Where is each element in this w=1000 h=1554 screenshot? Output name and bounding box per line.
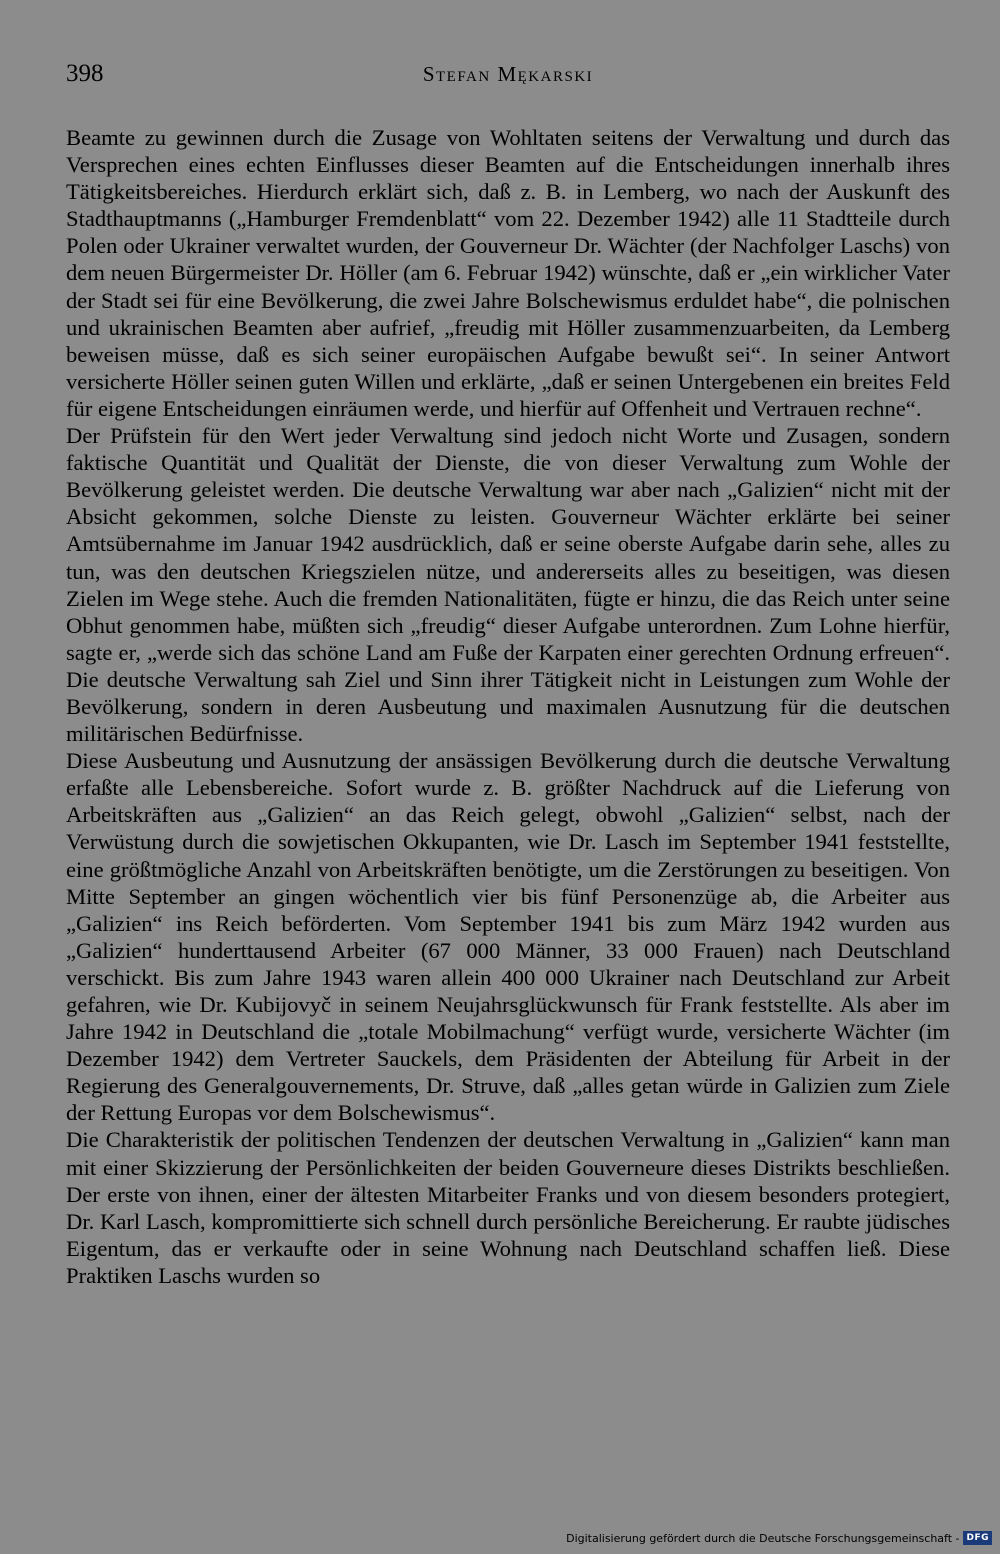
body-text bbox=[66, 124, 950, 1289]
page-header bbox=[66, 58, 950, 94]
page-number: 398 bbox=[66, 60, 104, 87]
running-head: Stefan Mękarski bbox=[422, 62, 594, 86]
paragraph: Beamte zu gewinnen durch die Zusage von Wohltaten seitens der Verwaltung und durch das Versprechen eines echten Einflusses dieser Beamten auf die Entscheidungen innerhalb ihres Tätigkeitsbereiches. Hierdurch erklärt sich, daß z. B. in Lemberg, wo nach der Auskunft des Stadthauptmanns („Hamburger Fremdenblatt“ vom 22. Dezember 1942) alle 11 Stadtteile durch Polen oder Ukrainer verwaltet wurden, der Gouverneur Dr. Wächter (der Nachfolger Laschs) von dem neuen Bürgermeister Dr. Höller (am 6. Februar 1942) wünschte, daß er „ein wirklicher Vater der Stadt sei für eine Bevölkerung, die zwei Jahre Bolschewismus erduldet habe“, die polnischen und ukrainischen Beamten aber aufrief, „freudig mit Höller zusammenzuarbeiten, da Lemberg beweisen müsse, daß es sich seiner europäischen Aufgabe bewußt sei“. In seiner Antwort versicherte Höller seinen guten Willen und erklärte, „daß er seinen Untergebenen ein breites Feld für eigene Entscheidungen einräumen werde, und hierfür auf Offenheit und Vertrauen rechne“. bbox=[66, 125, 950, 421]
paragraph: Der Prüfstein für den Wert jeder Verwaltung sind jedoch nicht Worte und Zusagen, sondern faktische Quantität und Qualität der Dienste, die von dieser Verwaltung zum Wohle der Bevölkerung geleistet werden. Die deutsche Verwaltung war aber nach „Galizien“ nicht mit der Absicht gekommen, solche Dienste zu leisten. Gouverneur Wächter erklärte bei seiner Amtsübernahme im Januar 1942 ausdrücklich, daß er seine oberste Aufgabe darin sehe, alles zu tun, was den deutschen Kriegszielen nütze, und andererseits alles zu beseitigen, was diesen Zielen im Wege stehe. Auch die fremden Nationalitäten, fügte er hinzu, die das Reich unter seine Obhut genommen habe, müßten sich „freudig“ dieser Aufgabe unterordnen. Zum Lohne hierfür, sagte er, „werde sich das schöne Land am Fuße der Karpaten einer gerechten Ordnung erfreuen“. Die deutsche Verwaltung sah Ziel und Sinn ihrer Tätigkeit nicht in Leistungen zum Wohle der Bevölkerung, sondern in deren Ausbeutung und maximalen Ausnutzung für die deutschen militärischen Bedürfnisse. bbox=[66, 423, 950, 747]
dfg-logo: DFG bbox=[963, 1531, 992, 1545]
credit-text: Digitalisierung gefördert durch die Deutsche Forschungsgemeinschaft - bbox=[566, 1531, 960, 1545]
paragraph: Die Charakteristik der politischen Tendenzen der deutschen Verwaltung in „Galizien“ kann man mit einer Skizzierung der Persönlichkeiten der beiden Gouverneure dieses Distrikts beschließen. Der erste von ihnen, einer der ältesten Mitarbeiter Franks und von diesem besonders protegiert, Dr. Karl Lasch, kompromittierte sich schnell durch persönliche Bereicherung. Er raubte jüdisches Eigentum, das er verkaufte oder in seine Wohnung nach Deutschland schaffen ließ. Diese Praktiken Laschs wurden so bbox=[66, 1127, 950, 1288]
digitization-credit bbox=[566, 1530, 992, 1546]
paragraph: Diese Ausbeutung und Ausnutzung der ansässigen Bevölkerung durch die deutsche Verwaltung erfaßte alle Lebensbereiche. Sofort wurde z. B. größter Nachdruck auf die Lieferung von Arbeitskräften aus „Galizien“ an das Reich gelegt, obwohl „Galizien“ selbst, nach der Verwüstung durch die sowjetischen Okkupanten, wie Dr. Lasch im September 1941 feststellte, eine größtmögliche Anzahl von Arbeitskräften benötigte, um die Zerstörungen zu beseitigen. Von Mitte September an gingen wöchentlich vier bis fünf Personenzüge ab, die Arbeiter aus „Galizien“ ins Reich beförderten. Vom September 1941 bis zum März 1942 wurden aus „Galizien“ hunderttausend Arbeiter (67 000 Männer, 33 000 Frauen) nach Deutschland verschickt. Bis zum Jahre 1943 waren allein 400 000 Ukrainer nach Deutschland zur Arbeit gefahren, wie Dr. Kubijovyč in seinem Neujahrsglückwunsch für Frank feststellte. Als aber im Jahre 1942 in Deutschland die „totale Mobilmachung“ verfügt wurde, versicherte Wächter (im Dezember 1942) dem Vertreter Sauckels, dem Präsidenten der Abteilung für Arbeit in der Regierung des Generalgouvernements, Dr. Struve, daß „alles getan würde in Galizien zum Ziele der Rettung Europas vor dem Bolschewismus“. bbox=[66, 748, 950, 1126]
